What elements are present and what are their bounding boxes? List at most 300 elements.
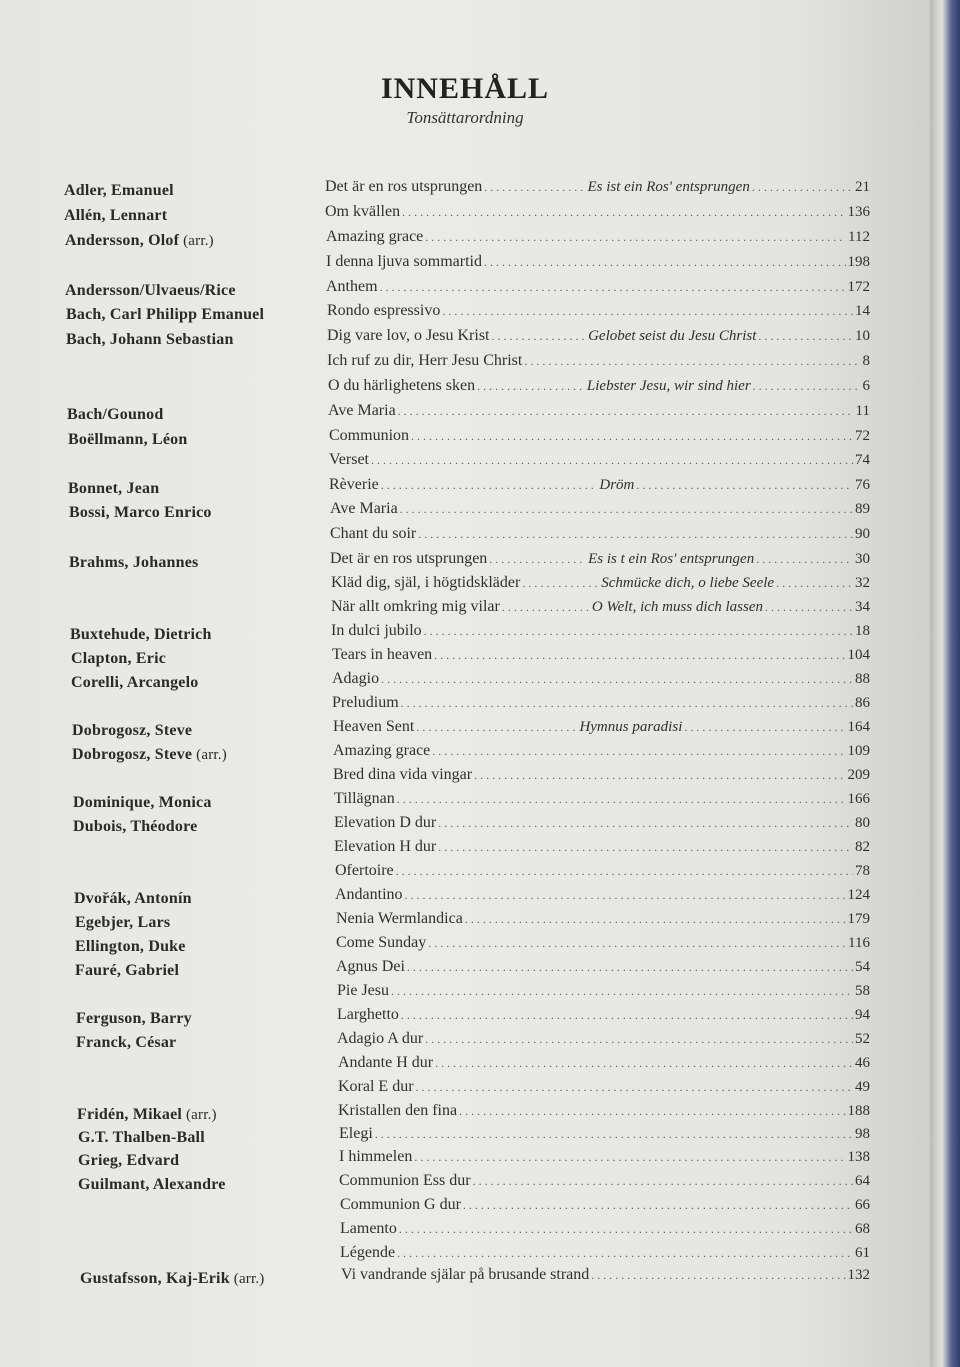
composer-name — [78, 1129, 205, 1147]
composer-name — [68, 480, 159, 498]
piece-title: O du härlighetens sken — [328, 377, 476, 394]
toc-row — [0, 1266, 930, 1290]
toc-entry — [332, 670, 870, 694]
dot-leader — [474, 768, 845, 783]
composer-name-text: Gustafsson, Kaj-Erik — [80, 1270, 230, 1287]
composer-name-text: Bach/Gounod — [67, 406, 164, 423]
piece-title: Vi vandrande själar på brusande strand — [341, 1266, 590, 1283]
page-number: 94 — [855, 1007, 870, 1023]
composer-name-text: Bach, Johann Sebastian — [66, 331, 234, 348]
toc-entry — [338, 1054, 870, 1078]
toc-row — [0, 327, 930, 351]
page-number: 164 — [847, 719, 870, 735]
dot-leader — [473, 1174, 853, 1189]
dot-leader — [636, 478, 853, 493]
page-number: 132 — [847, 1267, 870, 1283]
dot-leader — [684, 720, 845, 735]
toc-row — [0, 1030, 930, 1054]
composer-name — [65, 282, 236, 300]
dot-leader — [484, 180, 585, 195]
toc-row — [0, 228, 930, 252]
dot-leader — [524, 354, 860, 369]
page-number: 209 — [847, 767, 870, 783]
piece-title: Rondo espressivo — [327, 302, 441, 319]
dot-leader — [435, 1056, 853, 1071]
dot-leader — [502, 600, 590, 615]
composer-name-text: Franck, César — [76, 1034, 177, 1051]
composer-name-text: Dubois, Théodore — [73, 818, 198, 835]
piece-title: Kläd dig, själ, i högtidskläder — [331, 574, 521, 591]
composer-name — [77, 1106, 217, 1124]
toc-entry — [325, 178, 870, 202]
toc-entry — [327, 302, 870, 326]
toc-entry — [330, 550, 870, 574]
piece-title: Légende — [340, 1244, 396, 1261]
page-title: INNEHÅLL — [380, 72, 550, 105]
toc-entry — [336, 910, 870, 934]
dot-leader — [397, 792, 846, 807]
piece-title: Andante H dur — [338, 1054, 434, 1071]
page-number: 78 — [855, 863, 870, 879]
page-number: 104 — [847, 647, 870, 663]
dot-leader — [438, 840, 853, 855]
page-number: 64 — [855, 1173, 870, 1189]
composer-name — [65, 232, 214, 250]
page-number: 166 — [847, 791, 870, 807]
composer-name-text: Bonnet, Jean — [68, 480, 160, 497]
dot-leader — [407, 960, 853, 975]
piece-title: Amazing grace — [326, 228, 424, 245]
toc-row — [0, 1220, 930, 1244]
toc-entry — [340, 1244, 870, 1268]
dot-leader — [432, 744, 845, 759]
original-title: Hymnus paradisi — [579, 719, 683, 735]
piece-title: Rèverie — [329, 476, 379, 493]
toc-entry — [333, 718, 870, 742]
dot-leader — [765, 600, 853, 615]
toc-entry — [341, 1266, 870, 1290]
composer-name-text: Bossi, Marco Enrico — [69, 504, 212, 521]
toc-row — [0, 718, 930, 742]
composer-name — [73, 818, 197, 836]
piece-title: Adagio — [332, 670, 380, 687]
original-title: Es ist ein Ros' entsprungen — [587, 179, 750, 195]
piece-title: Tears in heaven — [332, 646, 433, 663]
composer-name — [78, 1176, 226, 1194]
page-number: 30 — [854, 551, 870, 567]
piece-title: Communion G dur — [340, 1196, 461, 1213]
toc-entry — [328, 377, 870, 401]
composer-name-text: Fauré, Gabriel — [75, 962, 180, 979]
dot-leader — [414, 1150, 845, 1165]
book-cover-edge — [930, 0, 960, 1367]
page-number: 32 — [855, 575, 870, 591]
composer-name-text: Allén, Lennart — [64, 207, 168, 224]
toc-row — [0, 862, 930, 886]
page-number: 124 — [847, 887, 870, 903]
piece-title: Elevation D dur — [334, 814, 437, 831]
composer-name — [68, 431, 187, 449]
dot-leader — [484, 255, 846, 270]
toc-row — [0, 646, 930, 670]
composer-name — [66, 331, 234, 349]
composer-name — [75, 962, 179, 980]
toc-row — [0, 1148, 930, 1172]
dot-leader — [752, 180, 853, 195]
dot-leader — [522, 576, 599, 591]
page-number: 86 — [855, 695, 870, 711]
toc-entry — [334, 790, 870, 814]
toc-entry — [336, 934, 870, 958]
piece-title: Communion Ess dur — [339, 1172, 471, 1189]
toc-entry — [338, 1102, 870, 1126]
toc-entry — [335, 862, 870, 886]
piece-title: Om kvällen — [325, 203, 401, 220]
toc-row — [0, 694, 930, 718]
page-number: 98 — [855, 1126, 870, 1142]
composer-name-text: Dvořák, Antonín — [74, 890, 192, 907]
dot-leader — [776, 576, 853, 591]
toc-row — [0, 886, 930, 910]
page-number: 109 — [847, 743, 870, 759]
piece-title: Larghetto — [337, 1006, 399, 1023]
toc-entry — [333, 766, 870, 790]
toc-row — [0, 451, 930, 475]
page-number: 34 — [855, 599, 870, 615]
dot-leader — [434, 648, 845, 663]
toc-row — [0, 203, 930, 227]
composer-name — [69, 504, 212, 522]
piece-title: Anthem — [326, 278, 378, 295]
page-number: 172 — [847, 279, 870, 295]
piece-title: Elegi — [339, 1125, 373, 1142]
toc-row — [0, 278, 930, 302]
toc-row — [0, 1196, 930, 1220]
toc-entry — [340, 1196, 870, 1220]
page-number: 88 — [855, 671, 870, 687]
toc-entry — [327, 352, 870, 376]
dot-leader — [401, 1008, 853, 1023]
piece-title: Verset — [329, 451, 369, 468]
arranger-note: (arr.) — [229, 1271, 265, 1287]
toc-row — [0, 910, 930, 934]
toc-row — [0, 598, 930, 622]
toc-entry — [335, 886, 870, 910]
toc-row — [0, 525, 930, 549]
original-title: Liebster Jesu, wir sind hier — [586, 378, 751, 394]
composer-name — [76, 1010, 192, 1028]
toc-entry — [330, 500, 870, 524]
toc-entry — [334, 838, 870, 862]
page-number: 80 — [855, 815, 870, 831]
composer-name-text: Fridén, Mikael — [77, 1106, 183, 1123]
dot-leader — [371, 453, 853, 468]
toc-row — [0, 622, 930, 646]
toc-row — [0, 302, 930, 326]
page-number: 54 — [855, 959, 870, 975]
page-number: 46 — [855, 1055, 870, 1071]
toc-entry — [333, 742, 870, 766]
page-number: 136 — [847, 204, 870, 220]
dot-leader — [425, 230, 846, 245]
toc-entry — [334, 814, 870, 838]
toc-row — [0, 402, 930, 426]
piece-title: Det är en ros utsprungen — [330, 550, 488, 567]
dot-leader — [463, 1198, 853, 1213]
piece-title: Preludium — [332, 694, 399, 711]
piece-title: Ofertoire — [335, 862, 394, 879]
page-number: 90 — [855, 526, 870, 542]
piece-title: Andantino — [335, 886, 403, 903]
dot-leader — [411, 429, 853, 444]
composer-name-text: Brahms, Johannes — [69, 554, 199, 571]
toc-entry — [326, 278, 870, 302]
piece-title: Ave Maria — [330, 500, 398, 517]
composer-name-text: Ferguson, Barry — [76, 1010, 192, 1027]
dot-leader — [753, 379, 861, 394]
piece-title: Adagio A dur — [337, 1030, 424, 1047]
piece-title: Ich ruf zu dir, Herr Jesu Christ — [327, 352, 523, 369]
toc-row — [0, 1172, 930, 1196]
dot-leader — [591, 1268, 845, 1283]
dot-leader — [399, 1222, 853, 1237]
composer-name — [71, 650, 166, 668]
toc-entry — [330, 525, 870, 549]
page-number: 198 — [847, 254, 870, 270]
dot-leader — [424, 624, 853, 639]
toc-entry — [331, 598, 870, 622]
page-number: 21 — [854, 179, 870, 195]
composer-name — [64, 207, 167, 225]
toc-entry — [339, 1125, 870, 1149]
composer-name-text: Boëllmann, Léon — [68, 431, 188, 448]
page-number: 112 — [848, 229, 870, 245]
dot-leader — [381, 672, 853, 687]
toc-row — [0, 1102, 930, 1126]
piece-title: Bred dina vida vingar — [333, 766, 473, 783]
toc-row — [0, 377, 930, 401]
page-number: 82 — [855, 839, 870, 855]
arranger-note: (arr.) — [179, 233, 214, 249]
piece-title: Communion — [329, 427, 410, 444]
composer-name-text: Ellington, Duke — [75, 938, 186, 955]
dot-leader — [459, 1104, 845, 1119]
piece-title: När allt omkring mig vilar — [331, 598, 500, 615]
composer-name-text: Clapton, Eric — [71, 650, 167, 667]
original-title: Dröm — [599, 477, 635, 493]
toc-row — [0, 790, 930, 814]
dot-leader — [418, 527, 853, 542]
composer-name-text: Grieg, Edvard — [78, 1152, 180, 1169]
composer-name — [72, 746, 227, 764]
piece-title: Chant du soir — [330, 525, 417, 542]
page-number: 14 — [855, 303, 870, 319]
toc-entry — [337, 1006, 870, 1030]
toc-row — [0, 178, 930, 202]
page-number: 52 — [855, 1031, 870, 1047]
composer-name-text: Egebjer, Lars — [75, 914, 171, 931]
piece-title: Nenia Wermlandica — [336, 910, 463, 927]
original-title: Gelobet seist du Jesu Christ — [588, 328, 757, 344]
composer-name — [73, 794, 212, 812]
toc-entry — [338, 1078, 870, 1102]
dot-leader — [425, 1032, 853, 1047]
dot-leader — [381, 478, 598, 493]
toc-entry — [327, 327, 870, 351]
original-title: Schmücke dich, o liebe Seele — [601, 575, 775, 591]
piece-title: Come Sunday — [336, 934, 427, 951]
page-number: 76 — [854, 477, 870, 493]
composer-name — [74, 890, 192, 908]
page-number: 116 — [848, 935, 870, 951]
page-number: 49 — [855, 1079, 870, 1095]
piece-title: Koral E dur — [338, 1078, 414, 1095]
piece-title: Lamento — [340, 1220, 397, 1237]
original-title: O Welt, ich muss dich lassen — [591, 599, 763, 615]
piece-title: Amazing grace — [333, 742, 431, 759]
page-number: 68 — [855, 1221, 870, 1237]
toc-row — [0, 1244, 930, 1268]
composer-name — [67, 406, 163, 424]
toc-entry — [340, 1220, 870, 1244]
toc-entry — [337, 1030, 870, 1054]
toc-row — [0, 500, 930, 524]
dot-leader — [397, 1246, 853, 1261]
composer-name-text: Dominique, Monica — [73, 794, 212, 811]
dot-leader — [492, 329, 587, 344]
composer-name — [71, 674, 198, 692]
toc-row — [0, 1125, 930, 1149]
composer-name-text: Guilmant, Alexandre — [78, 1176, 226, 1193]
piece-title: In dulci jubilo — [331, 622, 422, 639]
toc-row — [0, 1054, 930, 1078]
toc-entry — [326, 253, 870, 277]
toc-entry — [331, 574, 870, 598]
dot-leader — [375, 1127, 853, 1142]
page-number: 179 — [847, 911, 870, 927]
toc-row — [0, 958, 930, 982]
composer-name — [70, 626, 212, 644]
dot-leader — [398, 404, 854, 419]
composer-name-text: Dobrogosz, Steve — [72, 746, 193, 763]
arranger-note: (arr.) — [182, 1107, 217, 1123]
dot-leader — [756, 552, 853, 567]
toc-entry — [332, 694, 870, 718]
piece-title: Tillägnan — [334, 790, 395, 807]
composer-name — [75, 938, 186, 956]
dot-leader — [400, 502, 853, 517]
dot-leader — [489, 552, 586, 567]
toc-entry — [336, 958, 870, 982]
page-number: 74 — [855, 452, 870, 468]
toc-entry — [326, 228, 870, 252]
toc-entry — [332, 646, 870, 670]
toc-entry — [329, 476, 870, 500]
original-title: Es is t ein Ros' entsprungen — [588, 551, 755, 567]
toc-row — [0, 427, 930, 451]
toc-entry — [325, 203, 870, 227]
toc-entry — [339, 1172, 870, 1196]
page-number: 188 — [847, 1103, 870, 1119]
dot-leader — [396, 864, 853, 879]
dot-leader — [391, 984, 853, 999]
page-number: 11 — [855, 403, 870, 419]
toc-row — [0, 253, 930, 277]
toc-row — [0, 550, 930, 574]
piece-title: Dig vare lov, o Jesu Krist — [327, 327, 490, 344]
dot-leader — [402, 205, 845, 220]
piece-title: Ave Maria — [328, 402, 396, 419]
dot-leader — [405, 888, 846, 903]
toc-row — [0, 574, 930, 598]
piece-title: I denna ljuva sommartid — [326, 253, 482, 270]
piece-title: Det är en ros utsprungen — [325, 178, 483, 195]
composer-name — [75, 914, 170, 932]
toc-row — [0, 766, 930, 790]
dot-leader — [465, 912, 846, 927]
piece-title: Agnus Dei — [336, 958, 405, 975]
page-subtitle: Tonsättarordning — [406, 108, 524, 127]
composer-name — [64, 182, 174, 200]
toc-row — [0, 670, 930, 694]
toc-entry — [331, 622, 870, 646]
page-number: 10 — [854, 328, 870, 344]
dot-leader — [416, 720, 577, 735]
toc-entry — [339, 1148, 870, 1172]
page-number: 58 — [855, 983, 870, 999]
piece-title: Pie Jesu — [337, 982, 389, 999]
page-number: 89 — [855, 501, 870, 517]
composer-name-text: Corelli, Arcangelo — [71, 674, 199, 691]
piece-title: Elevation H dur — [334, 838, 437, 855]
dot-leader — [758, 329, 853, 344]
toc-row — [0, 742, 930, 766]
composer-name-text: Andersson, Olof — [65, 232, 180, 249]
composer-name — [76, 1034, 176, 1052]
dot-leader — [401, 696, 853, 711]
toc-row — [0, 982, 930, 1006]
page-number: 61 — [855, 1245, 870, 1261]
toc-row — [0, 838, 930, 862]
composer-name — [66, 306, 264, 324]
composer-name-text: Adler, Emanuel — [64, 182, 174, 199]
page-number: 72 — [855, 428, 870, 444]
toc-entry — [329, 427, 870, 451]
dot-leader — [416, 1080, 853, 1095]
toc-entry — [328, 402, 870, 426]
toc-entry — [337, 982, 870, 1006]
toc-row — [0, 934, 930, 958]
toc-row — [0, 352, 930, 376]
page-number: 6 — [862, 378, 870, 394]
dot-leader — [428, 936, 846, 951]
dot-leader — [438, 816, 853, 831]
composer-name — [69, 554, 198, 572]
toc-row — [0, 1006, 930, 1030]
composer-name-text: Dobrogosz, Steve — [72, 722, 193, 739]
toc-row — [0, 476, 930, 500]
dot-leader — [477, 379, 585, 394]
page-number: 66 — [855, 1197, 870, 1213]
composer-name — [80, 1270, 265, 1288]
composer-name — [72, 722, 192, 740]
toc-entry — [329, 451, 870, 475]
toc-row — [0, 1078, 930, 1102]
dot-leader — [442, 304, 853, 319]
composer-name-text: G.T. Thalben-Ball — [78, 1129, 205, 1146]
composer-name — [78, 1152, 179, 1170]
piece-title: I himmelen — [339, 1148, 413, 1165]
